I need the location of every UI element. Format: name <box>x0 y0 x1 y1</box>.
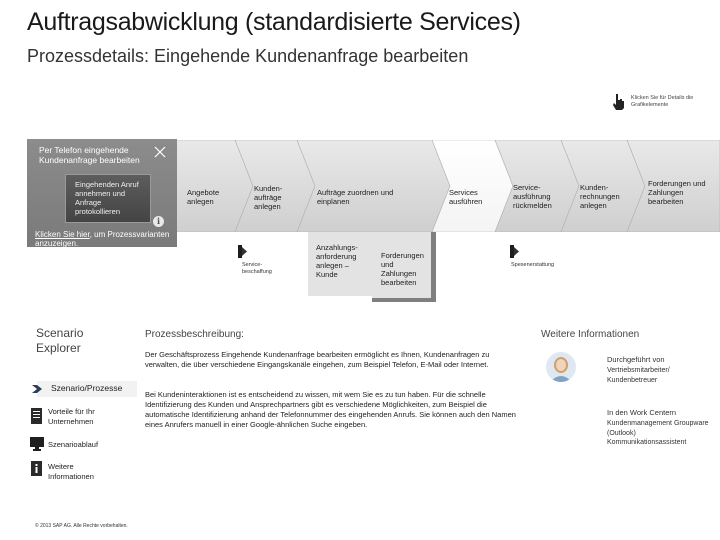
explorer-item-szenarioablauf[interactable]: Szenarioablauf <box>48 440 99 449</box>
service-marker-icon[interactable] <box>510 245 519 258</box>
process-step-label: Aufträge zuordnen und einplanen <box>317 188 394 206</box>
callout-title: Per Telefon eingehende Kundenanfrage bearbeiten <box>39 145 140 165</box>
callout-hint <box>35 230 175 248</box>
sub-step-label: Forderungen und Zahlungen bearbeiten <box>381 251 424 287</box>
service-label: Spesenerstattung <box>511 262 555 268</box>
chevron-right-icon <box>32 385 42 393</box>
description-heading: Prozessbeschreibung: <box>145 329 244 340</box>
monitor-icon[interactable] <box>30 437 44 451</box>
executed-by-role: Vertriebsmitarbeiter/ Kundenbetreuer <box>607 367 670 384</box>
info-doc-icon[interactable] <box>31 461 42 476</box>
callout-hint-rest: , um Prozessvarianten anzuzeigen. <box>35 230 170 248</box>
info-icon[interactable]: i <box>153 216 164 227</box>
callout-process-step[interactable] <box>65 174 151 223</box>
description-paragraph: Der Geschäftsprozess Eingehende Kundenanfrage bearbeiten ermöglicht es Ihnen, Kundenanfragen zu verwalten, die über verschiedene Eingangskanäle eingehen, zum Beispiel Telefon, E-Mail oder Internet. <box>145 350 490 369</box>
service-label: Service-beschaffung <box>242 262 272 275</box>
document-icon[interactable] <box>31 408 42 424</box>
process-flow <box>157 140 720 232</box>
pointing-hand-icon <box>612 93 626 111</box>
work-center-names: Kundenmanagement Groupware (Outlook) Kommunikationsassistent <box>607 420 709 446</box>
process-step-label: Kunden-rechnungen anlegen <box>580 183 620 210</box>
click-hint-text: Klicken Sie für Details die Grafikelemente <box>631 95 694 108</box>
person-icon <box>546 352 576 382</box>
process-step-label: Angebote anlegen <box>187 188 220 206</box>
process-step-zuordnen[interactable] <box>297 140 450 232</box>
explorer-item-weitere-info[interactable]: Weitere Informationen <box>48 462 94 481</box>
page-subtitle: Prozessdetails: Eingehende Kundenanfrage bearbeiten <box>27 46 469 66</box>
process-step-label: Service-ausführung rückmelden <box>513 183 552 210</box>
process-step-label: Services ausführen <box>449 188 483 206</box>
process-step-label: Kunden-aufträge anlegen <box>254 184 283 211</box>
work-center-label: In den Work Centern <box>607 408 677 417</box>
explorer-title: Scenario Explorer <box>36 326 84 355</box>
service-marker-icon[interactable] <box>238 245 247 258</box>
variants-link[interactable]: Klicken Sie hier <box>35 230 90 239</box>
executed-by-label: Durchgeführt von <box>607 355 665 364</box>
description-paragraph: Bei Kundeninteraktionen ist es entscheidend zu wissen, mit wem Sie es zu tun haben. Für die schnelle Identifizierung des Kunden und Ansprechpartners gibt es verschiedene Möglichkeiten, zum Beispiel die automatische Identifizierung anhand der Telefonnummer des eingehenden Anrufs. Sie können auch den Namen eines Anrufers manuell in einer Google-ähnlichen Suche eingeben. <box>145 390 516 429</box>
avatar <box>546 352 576 382</box>
process-flow-graphic <box>157 140 720 232</box>
callout-step-label: Eingehenden Anruf annehmen und Anfrage protokollieren <box>75 180 139 216</box>
close-icon[interactable] <box>153 145 167 159</box>
process-step-label: Forderungen und Zahlungen bearbeiten <box>648 179 706 206</box>
explorer-item-vorteile[interactable]: Vorteile für Ihr Unternehmen <box>48 407 95 426</box>
variant-callout <box>27 139 177 247</box>
sub-step-label: Anzahlungs-anforderung anlegen – Kunde <box>316 243 358 279</box>
page-title: Auftragsabwicklung (standardisierte Services) <box>27 8 521 36</box>
explorer-tab-label: Szenario/Prozesse <box>51 383 123 393</box>
copyright: © 2013 SAP AG. Alle Rechte vorbehalten. <box>35 523 128 529</box>
info-heading: Weitere Informationen <box>541 329 640 340</box>
